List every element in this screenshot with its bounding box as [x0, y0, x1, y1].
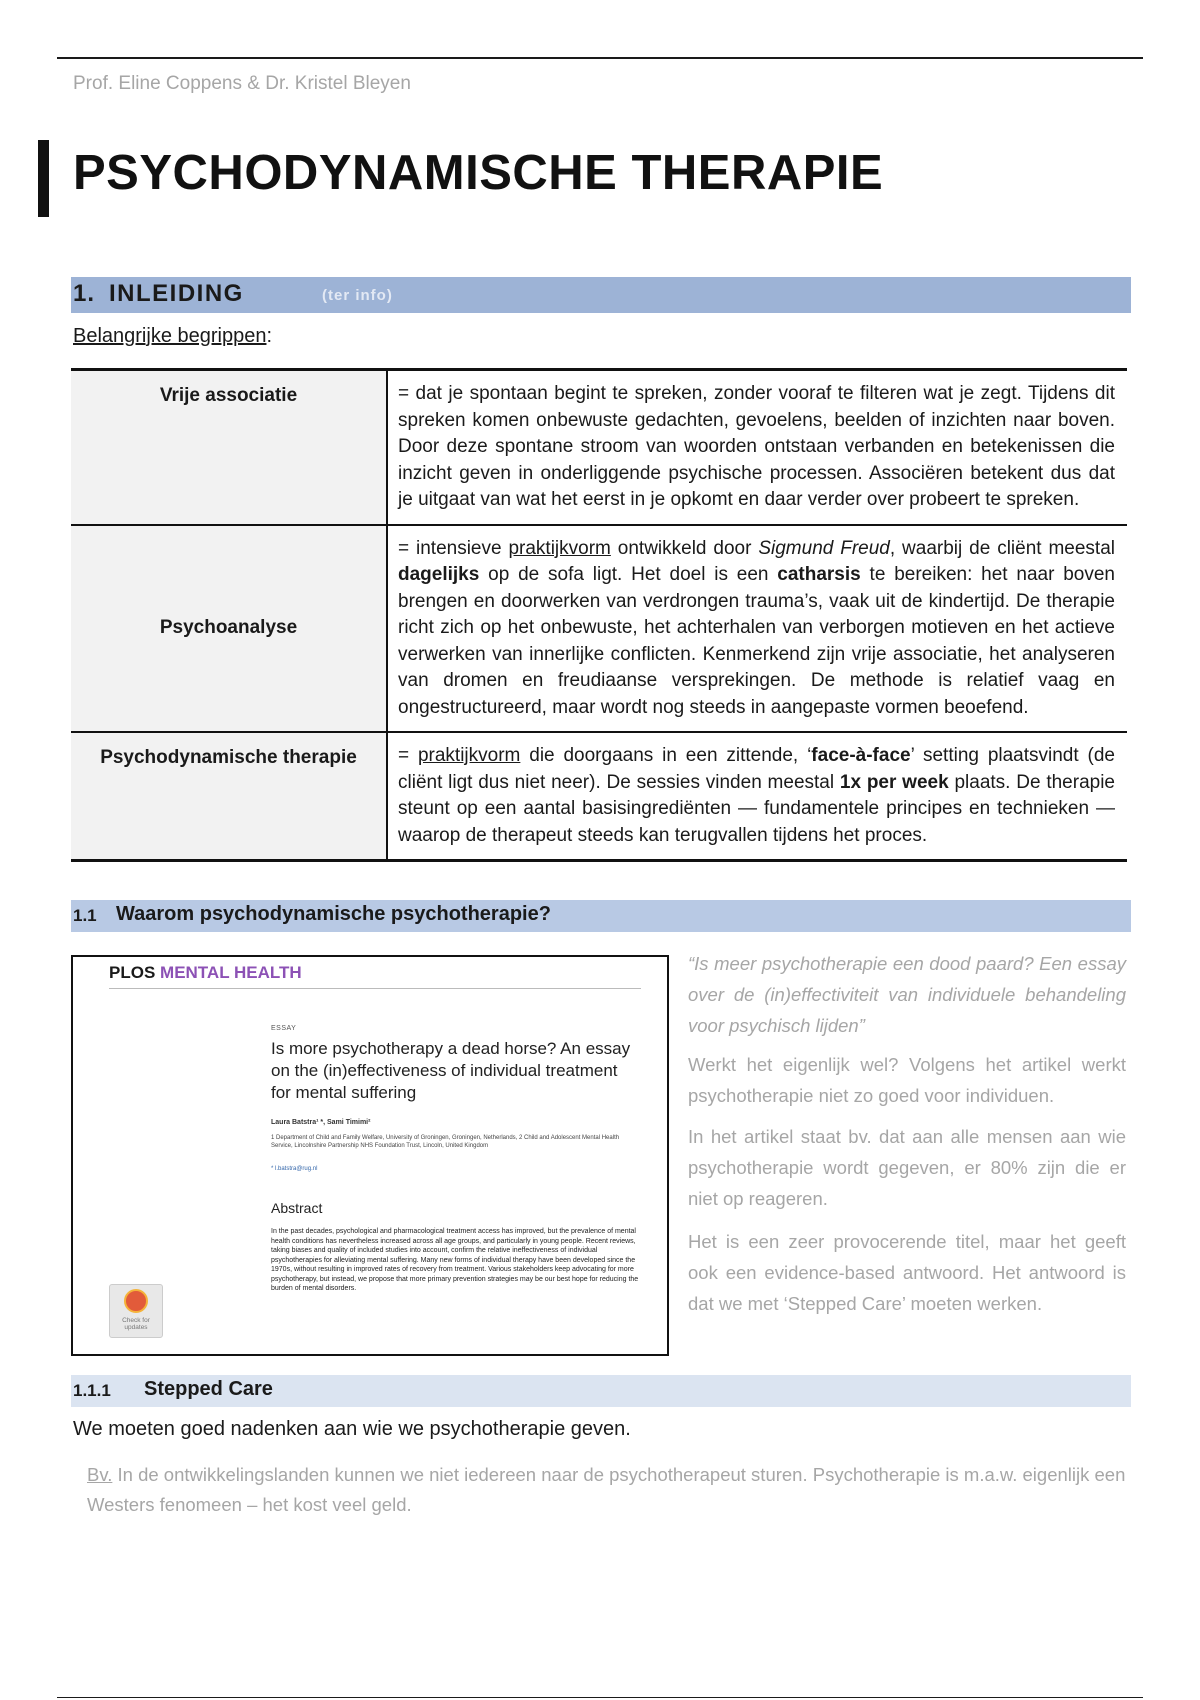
- journal-name: [109, 963, 302, 983]
- table-row: [71, 525, 1127, 733]
- translated-title-quote: “Is meer psychotherapie een dood paard? Een essay over de (in)effectiviteit van individuele behandeling voor psychisch lijden”: [688, 953, 1126, 1036]
- def-text: die doorgaans in een zittende, ‘: [520, 745, 812, 766]
- def-bold: face-à-face: [811, 745, 911, 766]
- section-title: Stepped Care: [144, 1378, 273, 1400]
- section-1-heading: [71, 277, 1131, 313]
- definition-cell: [387, 525, 1127, 733]
- article-email: * l.batstra@rug.nl: [271, 1166, 318, 1172]
- check-updates-icon: [124, 1289, 148, 1313]
- section-1-1-heading: [71, 900, 1131, 932]
- def-text: ontwikkeld door: [610, 537, 759, 559]
- section-number: 1.1.1: [73, 1381, 111, 1400]
- term-cell: Vrije associatie: [71, 370, 387, 525]
- def-underline: praktijkvorm: [417, 745, 521, 766]
- def-bold: dagelijks: [398, 564, 480, 585]
- sidebar-paragraph: Werkt het eigenlijk wel? Volgens het artikel werkt psychotherapie niet zo goed voor individuen.: [688, 1054, 1126, 1106]
- def-underline: praktijkvorm: [508, 537, 611, 559]
- section-title: Waarom psychodynamische psychotherapie?: [116, 903, 551, 925]
- def-text: te bereiken: het naar boven brengen en doorwerken van verdrongen trauma’s, vaak uit de kindertijd. De therapie richt zich op het onbewuste, het achterhalen van verborgen motieven en het actieve verwerken van innerlijke conflicten. Kenmerkend zijn vrije associatie, het analyseren van dromen en freudiaanse versprekingen. De methode is relatief vaag en ongestructureerd, maar wordt nog steeds in aangepaste vormen beoefend.: [398, 564, 1115, 718]
- table-row: [71, 370, 1127, 525]
- section-number: 1.1: [73, 906, 97, 925]
- table-row: [71, 732, 1127, 861]
- footer-rule: [57, 1697, 1143, 1698]
- page-title: PSYCHODYNAMISCHE THERAPIE: [73, 146, 884, 200]
- def-text: =: [398, 745, 418, 766]
- essay-label: ESSAY: [271, 1025, 297, 1032]
- sidebar-paragraph: In het artikel staat bv. dat aan alle mensen aan wie psychotherapie wordt gegeven, er 80% zijn die er niet op reageren.: [688, 1126, 1126, 1209]
- example-body: In de ontwikkelingslanden kunnen we niet iedereen naar de psychotherapeut sturen. Psychotherapie is m.a.w. eigenlijk een Westers fenomeen – het kost veel geld.: [87, 1464, 1126, 1515]
- journal-mental-health: MENTAL HEALTH: [160, 963, 302, 982]
- example-label: Bv.: [87, 1464, 113, 1485]
- authors: Prof. Eline Coppens & Dr. Kristel Bleyen: [73, 73, 411, 94]
- def-italic: Sigmund Freud: [758, 537, 890, 559]
- check-for-updates-badge: [109, 1284, 163, 1338]
- article-screenshot: [71, 955, 669, 1356]
- def-bold: 1x per week: [839, 771, 949, 793]
- article-affiliation: 1 Department of Child and Family Welfare, University of Groningen, Groningen, Netherlands, 2 Child and Adolescent Mental Health Service, Lincolnshire Partnership NHS Foundation Trust, Lincoln, United Kingdom: [271, 1135, 620, 1149]
- concepts-label-text: Belangrijke begrippen: [73, 325, 267, 347]
- section-1-1-1-heading: [71, 1375, 1131, 1407]
- section-subtitle: (ter info): [322, 287, 393, 304]
- definition-cell: [387, 732, 1127, 861]
- abstract-text: In the past decades, psychological and pharmacological treatment access has improved, but the prevalence of mental health conditions has nevertheless increased across all age groups, and particularly in young people. Recent reviews, taking biases and quality of included studies into account, confirm the relative ineffectiveness of individual psychotherapies for alleviating mental suffering. Many new forms of individual therapy have been developed since the 1970s, without resulting in improved rates of recovery from treatment. Various stakeholders keep advocating for more psychotherapy, but instead, we propose that more primary prevention strategies may be our best hope for reducing the burden of mental disorders.: [271, 1228, 639, 1292]
- term-cell: Psychodynamische therapie: [71, 732, 387, 861]
- badge-label: Check for updates: [122, 1317, 150, 1331]
- def-text: , waarbij de cliënt meestal: [889, 537, 1115, 559]
- journal-plos: PLOS: [109, 963, 156, 982]
- term-cell: Psychoanalyse: [71, 525, 387, 733]
- article-authors: Laura Batstra¹ *, Sami Timimi²: [271, 1119, 371, 1126]
- section-title: INLEIDING: [109, 280, 244, 307]
- def-text: plaats. De therapie steunt op een aantal basisingrediënten — fundamentele principes en technieken — waarop de therapeut steeds kan terugvallen tijdens het proces.: [398, 771, 1115, 846]
- sidebar-paragraph: Het is een zeer provocerende titel, maar het geeft ook een evidence-based antwoord. Het antwoord is dat we met ‘Stepped Care’ moeten werken.: [688, 1231, 1126, 1314]
- abstract-heading: Abstract: [271, 1200, 323, 1216]
- concepts-label: [73, 325, 272, 348]
- def-bold: catharsis: [777, 564, 861, 585]
- journal-rule: [109, 988, 641, 989]
- def-text: ’ setting plaatsvindt (de cliënt ligt dus niet neer). De sessies vinden meestal: [398, 745, 1115, 793]
- definition-cell: = dat je spontaan begint te spreken, zonder vooraf te filteren wat je zegt. Tijdens dit spreken komen onbewuste gedachten, gevoelens, beelden of inzichten naar boven. Door deze spontane stroom van woorden ontstaan verbanden en betekenissen die inzicht geven in onderliggende psychische processen. Associëren betekent dus dat je uitgaat van wat het eerst in je opkomt en daar verder over probeert te spreken.: [398, 383, 1115, 510]
- concepts-label-colon: :: [266, 325, 273, 347]
- def-text: op de sofa ligt. Het doel is een: [479, 564, 778, 585]
- def-text: = intensieve: [398, 537, 509, 559]
- title-accent-bar: [38, 140, 49, 217]
- section-number: 1.: [73, 280, 96, 307]
- definitions-table: [71, 368, 1127, 862]
- article-title: Is more psychotherapy a dead horse? An essay on the (in)effectiveness of individual treatment for mental suffering: [271, 1039, 631, 1102]
- header-rule: [57, 57, 1143, 59]
- body-text: We moeten goed nadenken aan wie we psychotherapie geven.: [73, 1418, 631, 1440]
- example-text: [87, 1460, 1127, 1520]
